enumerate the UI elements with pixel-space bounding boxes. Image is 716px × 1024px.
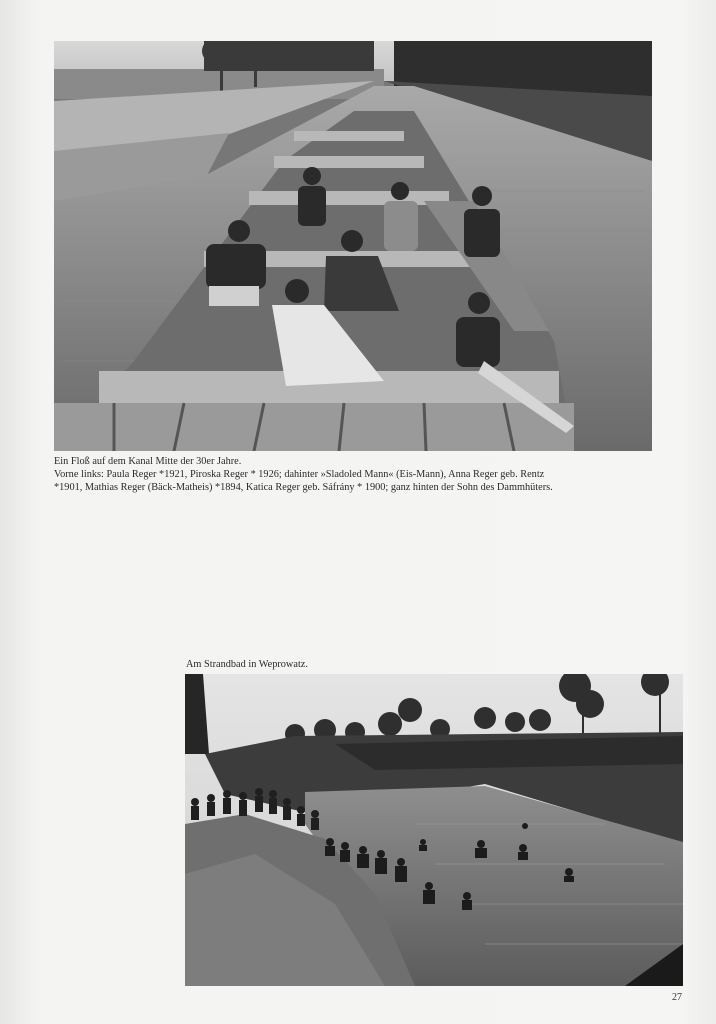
caption-line-3: *1901, Mathias Reger (Bäck-Matheis) *1894, Katica Reger geb. Sáfrány * 1900; ganz hinten der Sohn des Dammhüters. — [54, 482, 553, 493]
raft-photo-caption — [54, 455, 654, 494]
bathing-place-photo — [185, 674, 683, 986]
caption-line-1: Ein Floß auf dem Kanal Mitte der 30er Jahre. — [54, 456, 242, 467]
page-number: 27 — [672, 992, 682, 1003]
bathing-photo-illustration — [185, 674, 683, 986]
caption-line-2: Vorne links: Paula Reger *1921, Piroska Reger * 1926; dahinter »Sladoled Mann« (Eis-Mann), Anna Reger geb. Rentz — [54, 469, 545, 480]
raft-on-canal-photo — [54, 41, 652, 451]
bathing-photo-caption: Am Strandbad in Weprowatz. — [186, 659, 308, 670]
raft-photo-illustration — [54, 41, 652, 451]
